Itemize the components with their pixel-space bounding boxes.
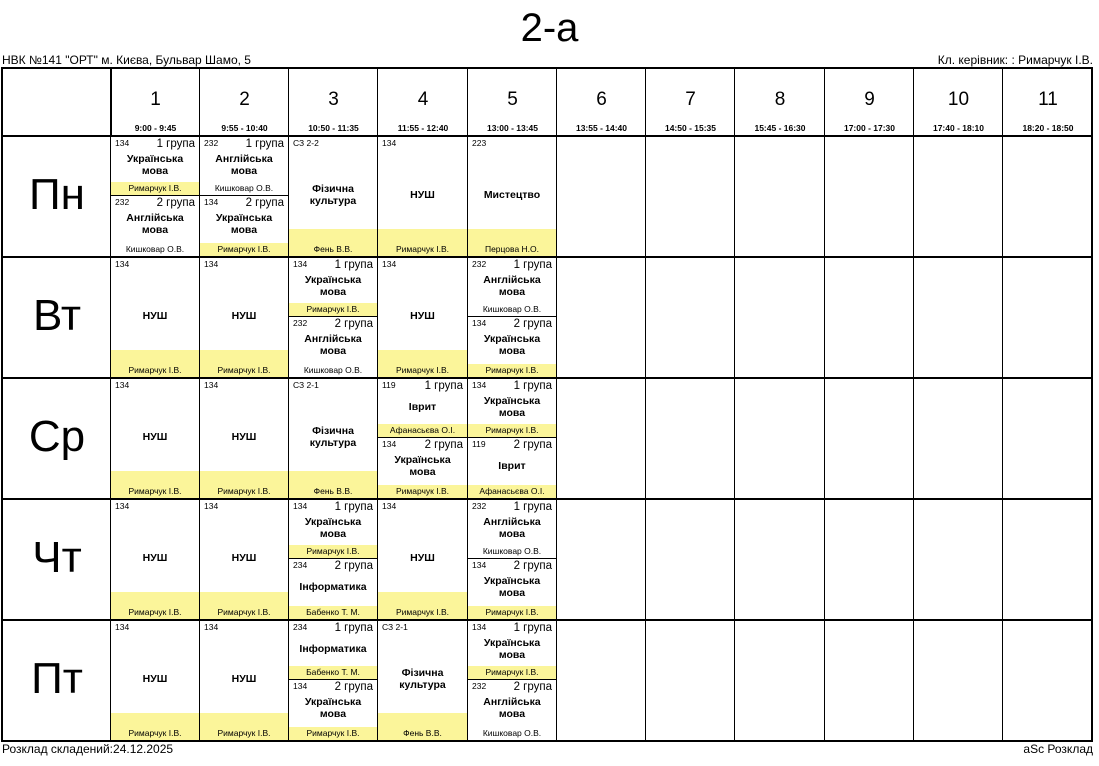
period-time: 9:55 - 10:40 [221,123,268,133]
period-time: 13:55 - 14:40 [575,123,628,133]
teacher-name: Фень В.В. [289,471,377,498]
subject-line: мова [498,407,526,419]
lesson-cell-group[interactable] [468,680,556,740]
room-number: 134 [115,622,130,632]
subject-line: мова [498,528,526,540]
teacher-name: Римарчук І.В. [468,364,556,377]
room-number: 232 [472,681,487,691]
teacher-name: Римарчук І.В. [378,350,467,377]
room-number: 232 [472,501,487,511]
teacher-name: Римарчук І.В. [289,727,377,740]
group-label: 2 група [513,681,552,693]
group-label: 2 група [424,439,463,451]
lesson-cell-group[interactable] [468,379,556,438]
subject-name [468,395,556,419]
teacher-name: Римарчук І.В. [378,592,467,619]
class-title: 2-а [520,6,579,50]
subject-line: НУШ [142,552,168,564]
lesson-cell[interactable] [111,258,199,377]
teacher-name: Римарчук І.В. [468,606,556,619]
period-header [825,69,914,136]
teacher-name: Бабенко Т. М. [289,666,377,679]
teacher-name: Кишковар О.В. [482,304,542,314]
period-number: 5 [507,89,518,110]
group-label: 2 група [245,197,284,209]
lesson-cell[interactable] [200,621,288,740]
teacher-name: Кишковар О.В. [482,728,542,738]
column-divider [1002,69,1003,740]
subject-line: НУШ [231,431,257,443]
room-number: 134 [204,501,219,511]
room-number: 134 [204,380,219,390]
period-time: 11:55 - 12:40 [397,123,449,133]
group-label: 1 група [245,138,284,150]
lesson-cell-group[interactable] [468,559,556,619]
subject-name [378,189,467,201]
period-time: 10:50 - 11:35 [308,123,359,133]
subject-line: мова [319,286,347,298]
subject-line: НУШ [410,552,435,564]
subject-line: Українська [483,575,541,587]
teacher-name: Кишковар О.В. [214,183,274,193]
teacher-name: Фень В.В. [289,229,377,256]
subject-name [200,212,288,236]
period-header [1003,69,1093,136]
room-number: 134 [472,560,487,570]
subject-name [468,333,556,357]
subject-line: мова [230,224,258,236]
subject-line: Іврит [498,460,526,472]
subject-line: мова [498,587,526,599]
group-label: 1 група [424,380,463,392]
period-header [378,69,468,136]
subject-name [289,333,377,357]
school-name: НВК №141 "ОРТ" м. Києва, Бульвар Шамо, 5 [2,53,251,67]
period-time: 15:45 - 16:30 [754,123,806,133]
subject-line: Англійська [304,333,362,345]
group-label: 1 група [334,259,373,271]
lesson-cell-group[interactable] [200,196,288,256]
subject-line: НУШ [231,552,257,564]
subject-name [111,552,199,564]
subject-line: Українська [304,516,362,528]
subject-name [111,153,199,177]
period-time: 9:00 - 9:45 [134,123,177,133]
room-number: 234 [293,622,308,632]
day-label: Пн [29,170,85,219]
teacher-name: Римарчук І.В. [289,303,377,316]
period-number: 7 [685,89,696,110]
period-number: 3 [328,89,339,110]
subject-line: Українська [483,637,541,649]
group-label: 2 група [156,197,195,209]
subject-name [378,552,467,564]
room-number: 134 [293,259,308,269]
subject-line: Англійська [483,516,541,528]
subject-line: Англійська [483,274,541,286]
column-divider [913,69,914,740]
group-label: 1 група [156,138,195,150]
subject-name [289,274,377,298]
subject-name [468,516,556,540]
group-label: 2 група [334,681,373,693]
lesson-cell[interactable] [111,621,199,740]
subject-name [111,310,199,322]
period-number: 2 [239,89,250,110]
subject-line: НУШ [410,310,435,322]
created-date: Розклад складений:24.12.2025 [2,742,174,756]
subject-line: Інформатика [299,581,367,593]
lesson-cell[interactable] [378,500,467,619]
subject-name [289,183,377,207]
subject-line: мова [319,345,347,357]
group-label: 1 група [334,501,373,513]
room-number: 134 [382,501,397,511]
subject-line: мова [498,286,526,298]
lesson-cell-group[interactable] [289,621,377,680]
period-time: 17:40 - 18:10 [932,123,985,133]
subject-line: Українська [304,696,362,708]
lesson-cell[interactable] [111,500,199,619]
period-header [289,69,378,136]
period-header [111,69,200,136]
period-number: 4 [417,89,429,110]
teacher-name: Кишковар О.В. [303,365,363,375]
subject-line: мова [230,165,258,177]
subject-name [378,454,467,478]
teacher-name: Римарчук І.В. [200,350,288,377]
period-number: 8 [774,89,786,110]
subject-line: мова [498,708,526,720]
subject-name [111,212,199,236]
group-label: 2 група [513,318,552,330]
room-number: 134 [204,622,219,632]
period-time: 13:00 - 13:45 [486,123,539,133]
subject-line: Фізична [401,667,444,679]
period-header [914,69,1003,136]
room-number: 119 [382,380,396,390]
subject-line: мова [498,649,526,661]
lesson-cell[interactable] [289,379,377,498]
teacher-name: Римарчук І.В. [378,485,467,498]
lesson-cell-group[interactable] [289,258,377,317]
teacher-name: Римарчук І.В. [289,545,377,558]
teacher-name: Римарчук І.В. [468,666,556,679]
lesson-cell-group[interactable] [111,137,199,196]
teacher-name: Римарчук І.В. [111,350,199,377]
lesson-cell[interactable] [289,137,377,256]
subject-line: Українська [215,212,273,224]
teacher-name: Кишковар О.В. [482,546,542,556]
subject-line: Англійська [126,212,184,224]
subject-name [378,401,467,413]
subject-line: Українська [126,153,184,165]
room-number: 134 [382,138,397,148]
period-header [200,69,289,136]
teacher-name: Римарчук І.В. [468,424,556,437]
room-number: 134 [382,259,397,269]
lesson-cell[interactable] [111,379,199,498]
subject-line: НУШ [410,189,435,201]
lesson-cell-group[interactable] [200,137,288,196]
teacher-name: Римарчук І.В. [111,182,199,195]
period-time: 14:50 - 15:35 [664,123,717,133]
app-credit: aSc Розклад [1023,742,1093,756]
subject-line: Українська [483,333,541,345]
subject-name [289,643,377,655]
room-number: 134 [115,501,130,511]
lesson-cell[interactable] [378,137,467,256]
room-number: 234 [293,560,308,570]
group-label: 1 група [513,501,552,513]
subject-name [468,274,556,298]
group-label: 1 група [513,259,552,271]
subject-line: Англійська [483,696,541,708]
room-number: СЗ 2-2 [293,138,319,148]
teacher-name: Римарчук І.В. [200,243,288,256]
room-number: 232 [204,138,219,148]
room-number: 134 [115,380,130,390]
group-label: 2 група [334,560,373,572]
room-number: 134 [472,622,487,632]
subject-line: Фізична [312,425,354,437]
group-label: 1 група [513,622,552,634]
lesson-cell[interactable] [200,500,288,619]
period-number: 10 [947,89,970,110]
period-header [468,69,557,136]
subject-name [468,189,556,201]
period-number: 11 [1038,89,1058,110]
room-number: СЗ 2-1 [382,622,408,632]
subject-line: Іврит [408,401,437,413]
subject-line: Мистецтво [483,189,541,201]
group-label: 2 група [513,560,552,572]
subject-line: Українська [483,395,541,407]
subject-name [468,460,556,472]
teacher-name: Римарчук І.В. [111,471,199,498]
group-label: 1 група [513,380,552,392]
teacher-name: Римарчук І.В. [111,592,199,619]
room-number: 232 [293,318,308,328]
lesson-cell-group[interactable] [378,379,467,438]
lesson-cell-group[interactable] [289,680,377,740]
room-number: 134 [115,138,130,148]
teacher-name: Бабенко Т. М. [289,606,377,619]
subject-line: Англійська [215,153,273,165]
column-divider [734,69,735,740]
teacher-name: Афанасьєва О.І. [378,424,467,437]
day-label: Чт [32,533,82,582]
subject-line: Інформатика [299,643,367,655]
lesson-cell[interactable] [468,137,556,256]
period-number: 9 [864,89,875,110]
room-number: 134 [204,259,219,269]
room-number: 134 [472,318,487,328]
column-divider [556,69,557,740]
lesson-cell-group[interactable] [468,438,556,498]
room-number: 134 [204,197,219,207]
group-label: 2 група [513,439,552,451]
subject-line: культура [309,195,357,207]
subject-line: мова [319,528,347,540]
lesson-cell[interactable] [378,258,467,377]
subject-line: мова [319,708,347,720]
period-header [646,69,735,136]
subject-line: НУШ [142,431,168,443]
room-number: 134 [293,501,308,511]
teacher-name: Римарчук І.В. [378,229,467,256]
period-number: 6 [596,89,607,110]
subject-line: Українська [394,454,451,466]
lesson-cell[interactable] [378,621,467,740]
teacher-name: Римарчук І.В. [200,713,288,740]
room-number: 232 [472,259,487,269]
subject-name [468,637,556,661]
subject-line: мова [141,224,169,236]
subject-name [200,431,288,443]
teacher-name: Римарчук І.В. [200,471,288,498]
subject-name [468,696,556,720]
teacher-name: Кишковар О.В. [125,244,185,254]
subject-name [200,552,288,564]
column-divider [645,69,646,740]
lesson-cell-group[interactable] [468,500,556,559]
subject-line: НУШ [142,673,168,685]
subject-line: Українська [304,274,362,286]
room-number: 134 [382,439,397,449]
group-label: 1 група [334,622,373,634]
subject-name [289,581,377,593]
room-number: 134 [115,259,130,269]
subject-line: НУШ [231,310,257,322]
subject-line: культура [399,679,446,691]
day-label: Пт [31,654,83,703]
subject-line: мова [409,466,436,478]
timetable-grid [1,67,1093,742]
period-header [557,69,646,136]
subject-name [200,673,288,685]
room-number: 119 [472,439,486,449]
room-number: 134 [293,681,308,691]
period-time: 18:20 - 18:50 [1022,123,1074,133]
subject-name [289,425,377,449]
group-label: 2 група [334,318,373,330]
subject-line: НУШ [142,310,168,322]
period-time: 17:00 - 17:30 [843,123,896,133]
subject-name [468,575,556,599]
lesson-cell-group[interactable] [378,438,467,498]
lesson-cell-group[interactable] [289,500,377,559]
lesson-cell-group[interactable] [111,196,199,256]
subject-name [200,153,288,177]
subject-name [111,431,199,443]
lesson-cell-group[interactable] [289,317,377,377]
teacher-name: Фень В.В. [378,713,467,740]
day-label: Вт [32,291,82,340]
lesson-cell-group[interactable] [289,559,377,619]
subject-line: мова [141,165,169,177]
subject-line: культура [309,437,357,449]
lesson-cell-group[interactable] [468,317,556,377]
subject-name [289,516,377,540]
subject-name [200,310,288,322]
column-divider [824,69,825,740]
room-number: 134 [472,380,487,390]
lesson-cell[interactable] [200,379,288,498]
subject-line: НУШ [231,673,257,685]
teacher-name: Перцова Н.О. [468,229,556,256]
lesson-cell-group[interactable] [468,621,556,680]
subject-name [378,310,467,322]
subject-name [111,673,199,685]
period-number: 1 [150,89,161,110]
teacher-name: Римарчук І.В. [111,713,199,740]
lesson-cell[interactable] [200,258,288,377]
teacher-name: Афанасьєва О.І. [468,485,556,498]
room-number: 232 [115,197,130,207]
teacher-name: Римарчук І.В. [200,592,288,619]
room-number: 223 [472,138,487,148]
period-header [735,69,825,136]
class-teacher: Кл. керівник: : Римарчук І.В. [937,53,1093,67]
lesson-cell-group[interactable] [468,258,556,317]
subject-name [378,667,467,691]
subject-line: Фізична [312,183,354,195]
day-label: Ср [28,412,86,461]
subject-line: мова [498,345,526,357]
room-number: СЗ 2-1 [293,380,319,390]
subject-name [289,696,377,720]
